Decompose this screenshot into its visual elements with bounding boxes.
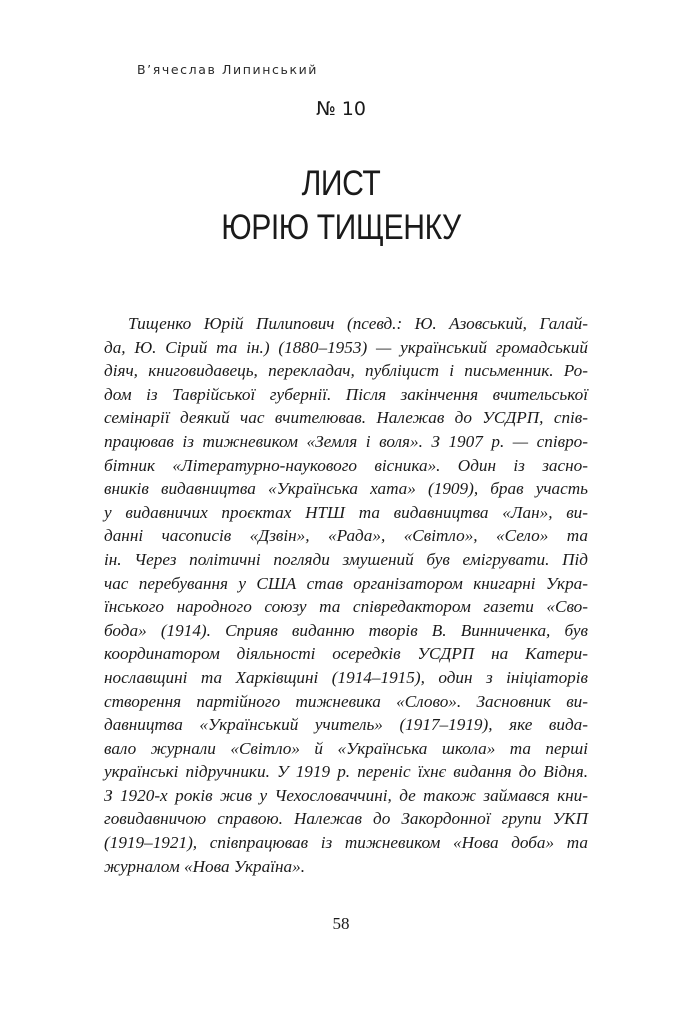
text-line: дом із Таврійської губернії. Після закінчення вчительської [104, 384, 588, 404]
text-line: З 1920-х років жив у Чехословаччині, де також займався кни- [104, 785, 588, 805]
title-line-1: ЛИСТ [301, 164, 381, 203]
text-line: нославщині та Харківщині (1914–1915), один з ініціаторів [104, 667, 588, 687]
text-line: вників видавництва «Українська хата» (1909), брав участь [104, 479, 588, 499]
text-line: час перебування у США став організатором книгарні Укра- [104, 573, 588, 593]
text-line: бода» (1914). Сприяв виданню творів В. Винниченка, був [104, 620, 588, 640]
text-line: (1919–1921), співпрацював із тижневиком «Нова доба» та [104, 833, 588, 853]
text-line: їнського народного союзу та співредактором газети «Сво- [104, 597, 588, 617]
text-line: семінарії деякий час вчителював. Належав до УСДРП, спів- [104, 408, 588, 428]
text-line: діяч, книговидавець, перекладач, публіцист і письменник. Ро- [104, 361, 588, 381]
text-line: Тищенко Юрій Пилипович (псевд.: Ю. Азовський, Галай- [128, 314, 588, 333]
text-line: координатором діяльності осередків УСДРП на Катери- [104, 644, 588, 664]
text-line: вало журнали «Світло» й «Українська школа» та перші [104, 738, 588, 758]
text-line: журналом «Нова Україна». [104, 856, 305, 876]
text-line: у видавничих проєктах НТШ та видавництва «Лан», ви- [104, 502, 588, 522]
text-line: да, Ю. Сірий та ін.) (1880–1953) — український громадський [104, 337, 588, 357]
running-head: В’ячеслав Липинський [137, 62, 319, 77]
page-title [48, 162, 635, 250]
text-line: давництва «Український учитель» (1917–1919), яке вида- [104, 715, 588, 735]
title-line-2: ЮРІЮ ТИЩЕНКУ [221, 208, 461, 247]
text-line: працював із тижневиком «Земля і воля». З 1907 р. — співро- [104, 431, 588, 451]
text-line: створення партійного тижневика «Слово». Засновник ви- [104, 691, 588, 711]
text-line: ін. Через політичні погляди змушений був емігрувати. Під [104, 549, 588, 569]
biographical-note [104, 312, 588, 878]
text-line: бітник «Літературно-наукового вісника». Один із засно- [104, 455, 588, 475]
text-line: данні часописів «Дзвін», «Рада», «Світло», «Село» та [104, 526, 588, 546]
document-number: № 10 [316, 98, 366, 120]
text-line: говидавничою справою. Належав до Закордонної групи УКП [104, 809, 588, 829]
text-line: українські підручники. У 1919 р. переніс їхнє видання до Відня. [104, 762, 588, 782]
page-number: 58 [332, 914, 350, 933]
